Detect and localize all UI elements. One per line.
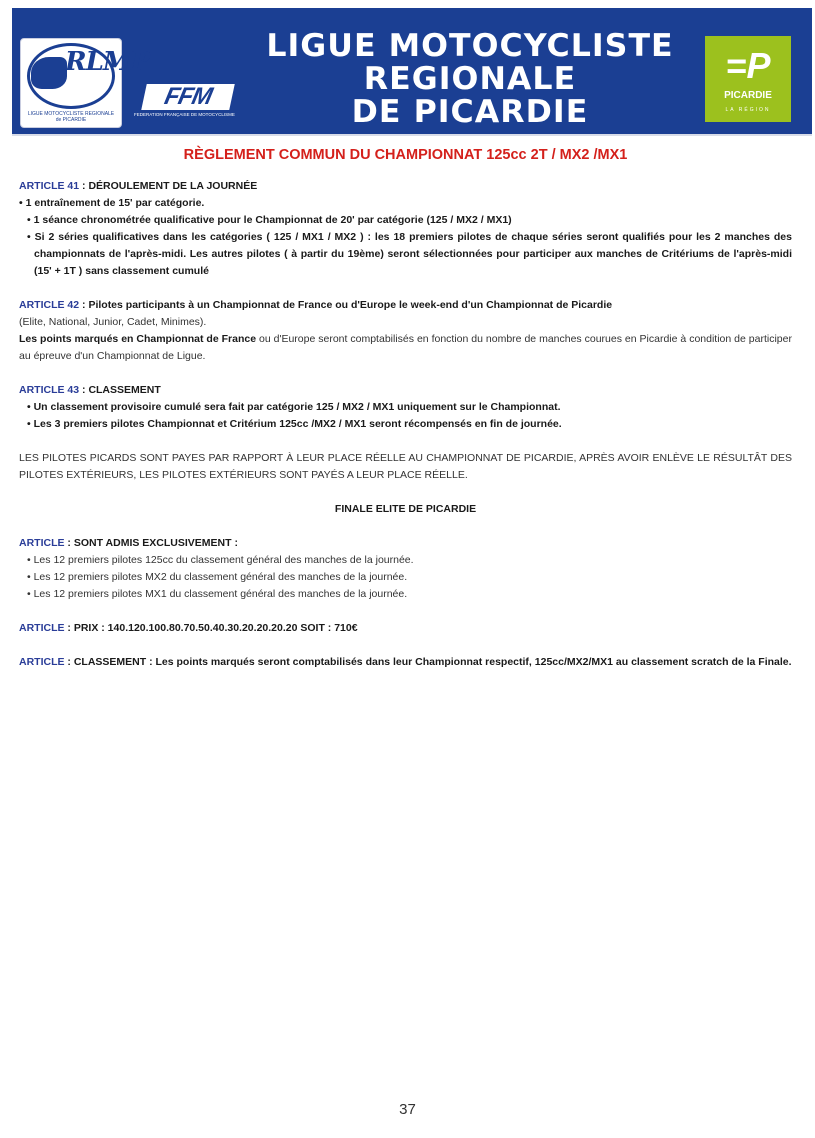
article-42-text-bold: Les points marqués en Championnat de France bbox=[19, 333, 257, 345]
article-admis-heading bbox=[19, 535, 792, 552]
article-41-title: DÉROULEMENT DE LA JOURNÉE bbox=[88, 180, 258, 192]
article-admis-title: SONT ADMIS EXCLUSIVEMENT : bbox=[73, 537, 238, 549]
article-42-label: ARTICLE 42 bbox=[19, 299, 80, 311]
article-43 bbox=[19, 382, 792, 433]
picards-payment-note bbox=[19, 450, 792, 484]
picardie-logo-name: PICARDIE bbox=[724, 90, 772, 101]
article-prix-sep: : bbox=[64, 622, 74, 634]
page-number: 37 bbox=[399, 1101, 416, 1118]
article-classement bbox=[19, 654, 792, 671]
article-41-bullet-3: • Si 2 séries qualificatives dans les catégories ( 125 / MX1 / MX2 ) : les 18 premiers pilotes de chaque séries seront qualifiés pour les 2 manches des championnats de l'après-midi. Les autres pilotes ( à partir du 19ème) seront sélectionnées pour participer aux manches de Critériums de l'après-midi (15' + 1T ) sans classement cumulé bbox=[27, 231, 792, 277]
article-43-label: ARTICLE 43 bbox=[19, 384, 80, 396]
rlmp-logo-caption: LIGUE MOTOCYCLISTE REGIONALE de PICARDIE bbox=[27, 111, 115, 123]
picardie-logo-mark: =P bbox=[725, 45, 771, 86]
article-42 bbox=[19, 297, 792, 365]
document-title: RÈGLEMENT COMMUN DU CHAMPIONNAT 125cc 2T / MX2 /MX1 bbox=[183, 147, 628, 163]
article-43-bullet-1: • Un classement provisoire cumulé sera fait par catégorie 125 / MX2 / MX1 uniquement sur le Championnat. bbox=[27, 401, 561, 413]
picards-note-text: LES PILOTES PICARDS SONT PAYES PAR RAPPORT À LEUR PLACE RÉELLE AU CHAMPIONNAT DE PICARDIE, APRÈS AVOIR ENLÈVE LE RÉSULTÂT DES PILOTES EXTÉRIEURS, LES PILOTES EXTÉRIEURS SONT PAYÉS A LEUR PLACE RÉELLE. bbox=[19, 452, 792, 481]
article-41-label: ARTICLE 41 bbox=[19, 180, 80, 192]
article-41-bullet-2: • 1 séance chronométrée qualificative pour le Championnat de 20' par catégorie (125 / MX2 / MX1) bbox=[27, 214, 512, 226]
article-43-title: CLASSEMENT bbox=[88, 384, 161, 396]
article-admis-label: ARTICLE bbox=[19, 537, 65, 549]
picardie-region-logo bbox=[705, 36, 791, 122]
article-41-bullet-1: • 1 entraînement de 15' par catégorie. bbox=[19, 197, 205, 209]
admis-item-mx1: • Les 12 premiers pilotes MX1 du classement général des manches de la journée. bbox=[27, 588, 408, 600]
admis-item-mx2: • Les 12 premiers pilotes MX2 du classement général des manches de la journée. bbox=[27, 571, 408, 583]
article-admis-sep: : bbox=[64, 537, 74, 549]
article-prix-label: ARTICLE bbox=[19, 622, 65, 634]
article-43-sep: : bbox=[79, 384, 89, 396]
article-42-text-rest: ou d'Europe seront comptabilisés en fonction du nombre de manches courues en Picardie à condition de participer au épreuve d'un Championnat de Ligue. bbox=[19, 333, 792, 362]
article-41-sep: : bbox=[79, 180, 89, 192]
ffm-logo bbox=[130, 84, 244, 120]
article-43-heading bbox=[19, 382, 792, 399]
article-prix bbox=[19, 620, 792, 637]
banner-title-line2: DE PICARDIE bbox=[351, 94, 589, 130]
picardie-logo-sub: LA RÉGION bbox=[725, 107, 771, 113]
article-42-heading bbox=[19, 297, 792, 314]
article-42-text bbox=[19, 331, 792, 365]
article-42-categories: (Elite, National, Junior, Cadet, Minimes). bbox=[19, 316, 207, 328]
article-prix-text: PRIX : 140.120.100.80.70.50.40.30.20.20.20.20 SOIT : 710€ bbox=[73, 622, 358, 634]
motorcycle-rider-icon bbox=[31, 57, 67, 89]
article-classement-text: CLASSEMENT : Les points marqués seront comptabilisés dans leur Championnat respectif, 125cc/MX2/MX1 au classement scratch de la Finale. bbox=[73, 656, 792, 668]
finale-section-title bbox=[19, 501, 792, 518]
article-42-title: Pilotes participants à un Championnat de France ou d'Europe le week-end d'un Championnat de Picardie bbox=[88, 299, 613, 311]
rlmp-logo bbox=[20, 38, 150, 128]
rlmp-logo-text: RLMP bbox=[65, 47, 150, 77]
article-prix-line bbox=[19, 620, 792, 637]
banner-title bbox=[246, 30, 695, 129]
article-classement-label: ARTICLE bbox=[19, 656, 65, 668]
finale-title: FINALE ELITE DE PICARDIE bbox=[334, 503, 477, 515]
article-classement-line bbox=[19, 654, 792, 671]
ffm-logo-caption: FEDERATION FRANÇAISE DE MOTOCYCLISME bbox=[134, 112, 235, 117]
article-41 bbox=[19, 178, 792, 280]
article-admis bbox=[19, 535, 792, 603]
admis-item-125cc: • Les 12 premiers pilotes 125cc du classement général des manches de la journée. bbox=[27, 554, 414, 566]
article-43-bullet-2: • Les 3 premiers pilotes Championnat et Critérium 125cc /MX2 / MX1 seront récompensés en fin de journée. bbox=[27, 418, 562, 430]
article-42-sep: : bbox=[79, 299, 89, 311]
header-banner bbox=[12, 8, 812, 136]
document-body bbox=[19, 146, 792, 688]
ffm-logo-text: FFM bbox=[141, 84, 235, 110]
article-41-heading bbox=[19, 178, 792, 195]
article-classement-sep: : bbox=[64, 656, 74, 668]
banner-title-line1: LIGUE MOTOCYCLISTE REGIONALE bbox=[266, 28, 674, 97]
